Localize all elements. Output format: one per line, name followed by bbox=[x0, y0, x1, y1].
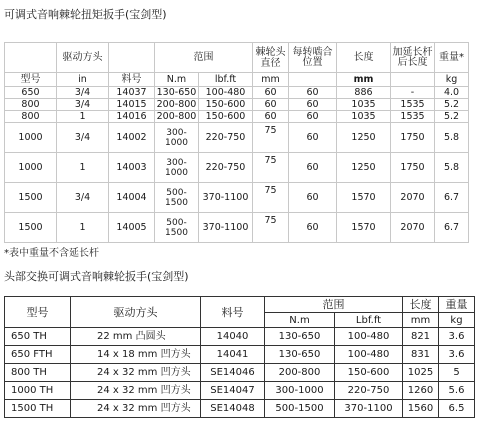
cell-ext: 1750 bbox=[391, 153, 435, 183]
cell-ratchet: 60 bbox=[253, 87, 289, 99]
col-part-header: 料号 bbox=[201, 297, 265, 328]
cell-lbf: 370-1100 bbox=[199, 213, 253, 243]
col-length-header: 长度 bbox=[337, 43, 391, 73]
cell-lbf: 150-600 bbox=[335, 364, 403, 382]
col-ext-header: 加延长杆后长度 bbox=[391, 43, 435, 73]
part-label: 料号 bbox=[109, 73, 155, 87]
drive-unit: in bbox=[57, 73, 109, 87]
cell-lbf: 150-600 bbox=[199, 111, 253, 123]
cell-drive: 1 bbox=[57, 213, 109, 243]
cell-model: 650 bbox=[5, 87, 57, 99]
cell-nm: 130-650 bbox=[265, 328, 335, 346]
cell-nm: 130-650 bbox=[155, 87, 199, 99]
cell-length: 1570 bbox=[337, 183, 391, 213]
cell-model: 1000 bbox=[5, 123, 57, 153]
cell-part: 14003 bbox=[109, 153, 155, 183]
cell-drive: 1 bbox=[57, 153, 109, 183]
range-nm-unit: N.m bbox=[155, 73, 199, 87]
length-unit: mm bbox=[403, 313, 439, 328]
cell-drive: 3/4 bbox=[57, 99, 109, 111]
cell-ratchet: 75 bbox=[253, 213, 289, 243]
cell-length: 1035 bbox=[337, 99, 391, 111]
cell-model: 800 TH bbox=[5, 364, 71, 382]
cell-nm: 200-800 bbox=[265, 364, 335, 382]
cell-part: 14005 bbox=[109, 213, 155, 243]
cell-length: 1035 bbox=[337, 111, 391, 123]
cell-teeth: 60 bbox=[289, 87, 337, 99]
cell-nm: 500-1500 bbox=[155, 183, 199, 213]
cell-length: 1560 bbox=[403, 400, 439, 418]
cell-weight: 5.8 bbox=[435, 123, 469, 153]
weight-unit: kg bbox=[439, 313, 475, 328]
cell-drive: 3/4 bbox=[57, 123, 109, 153]
cell-nm: 300-1000 bbox=[155, 153, 199, 183]
cell-drive: 24 x 32 mm 凹方头 bbox=[71, 382, 201, 400]
cell-model: 650 FTH bbox=[5, 346, 71, 364]
col-weight-header: 重量* bbox=[435, 43, 469, 73]
footnote: *表中重量不含延长杆 bbox=[4, 248, 99, 259]
cell-ext: 1535 bbox=[391, 111, 435, 123]
length-unit: mm bbox=[337, 73, 391, 87]
cell-ext: 2070 bbox=[391, 183, 435, 213]
cell-weight: 3.6 bbox=[439, 328, 475, 346]
col-range-header: 范围 bbox=[155, 43, 253, 73]
cell-model: 800 bbox=[5, 99, 57, 111]
ext-unit bbox=[391, 73, 435, 87]
cell-nm: 500-1500 bbox=[155, 213, 199, 243]
cell-lbf: 370-1100 bbox=[335, 400, 403, 418]
cell-nm: 200-800 bbox=[155, 111, 199, 123]
table-row bbox=[5, 153, 469, 183]
col-ratchet-header: 棘轮头直径 bbox=[253, 43, 289, 73]
cell-lbf: 220-750 bbox=[335, 382, 403, 400]
table-row bbox=[5, 213, 469, 243]
cell-drive: 24 x 32 mm 凹方头 bbox=[71, 364, 201, 382]
page-title: 可调式音响棘轮扭矩扳手(宝剑型) bbox=[4, 8, 167, 21]
cell-drive: 3/4 bbox=[57, 183, 109, 213]
cell-length: 886 bbox=[337, 87, 391, 99]
table-row bbox=[5, 328, 475, 346]
cell-nm: 500-1500 bbox=[265, 400, 335, 418]
table-row bbox=[5, 111, 469, 123]
cell-teeth: 60 bbox=[289, 213, 337, 243]
spec-table-head-exchange bbox=[4, 296, 475, 418]
weight-unit: kg bbox=[435, 73, 469, 87]
teeth-unit bbox=[289, 73, 337, 87]
cell-lbf: 100-480 bbox=[199, 87, 253, 99]
cell-part: SE14048 bbox=[201, 400, 265, 418]
cell-ext: - bbox=[391, 87, 435, 99]
cell-teeth: 60 bbox=[289, 123, 337, 153]
cell-part: 14040 bbox=[201, 328, 265, 346]
cell-ext: 2070 bbox=[391, 213, 435, 243]
ratchet-unit: mm bbox=[253, 73, 289, 87]
cell-length: 1250 bbox=[337, 153, 391, 183]
cell-length: 1260 bbox=[403, 382, 439, 400]
cell-weight: 5 bbox=[439, 364, 475, 382]
cell-weight: 5.2 bbox=[435, 99, 469, 111]
cell-ratchet: 60 bbox=[253, 111, 289, 123]
col-model-header bbox=[5, 43, 57, 73]
cell-teeth: 60 bbox=[289, 153, 337, 183]
col-part-spacer bbox=[109, 43, 155, 73]
cell-model: 1000 bbox=[5, 153, 57, 183]
cell-weight: 6.7 bbox=[435, 183, 469, 213]
cell-lbf: 220-750 bbox=[199, 123, 253, 153]
table-row bbox=[5, 183, 469, 213]
cell-model: 1500 bbox=[5, 213, 57, 243]
cell-lbf: 100-480 bbox=[335, 346, 403, 364]
cell-drive: 24 x 32 mm 凹方头 bbox=[71, 400, 201, 418]
cell-ratchet: 75 bbox=[253, 183, 289, 213]
cell-length: 1025 bbox=[403, 364, 439, 382]
cell-nm: 200-800 bbox=[155, 99, 199, 111]
table-row bbox=[5, 123, 469, 153]
cell-ext: 1535 bbox=[391, 99, 435, 111]
cell-drive: 1 bbox=[57, 111, 109, 123]
cell-lbf: 150-600 bbox=[199, 99, 253, 111]
cell-nm: 300-1000 bbox=[265, 382, 335, 400]
table-row bbox=[5, 99, 469, 111]
col-drive-header: 驱动方头 bbox=[71, 297, 201, 328]
cell-part: 14004 bbox=[109, 183, 155, 213]
cell-weight: 5.2 bbox=[435, 111, 469, 123]
cell-length: 831 bbox=[403, 346, 439, 364]
col-teeth-header: 每转啮合位置 bbox=[289, 43, 337, 73]
cell-part: 14002 bbox=[109, 123, 155, 153]
table-row bbox=[5, 87, 469, 99]
range-nm-unit: N.m bbox=[265, 313, 335, 328]
cell-part: 14015 bbox=[109, 99, 155, 111]
cell-ext: 1750 bbox=[391, 123, 435, 153]
cell-drive: 3/4 bbox=[57, 87, 109, 99]
cell-length: 1570 bbox=[337, 213, 391, 243]
cell-ratchet: 75 bbox=[253, 153, 289, 183]
cell-weight: 4.0 bbox=[435, 87, 469, 99]
range-lbf-unit: lbf.ft bbox=[199, 73, 253, 87]
cell-model: 650 TH bbox=[5, 328, 71, 346]
col-length-header: 长度 bbox=[403, 297, 439, 313]
cell-weight: 3.6 bbox=[439, 346, 475, 364]
cell-lbf: 100-480 bbox=[335, 328, 403, 346]
cell-weight: 5.8 bbox=[435, 153, 469, 183]
cell-teeth: 60 bbox=[289, 111, 337, 123]
cell-drive: 14 x 18 mm 凹方头 bbox=[71, 346, 201, 364]
table-row bbox=[5, 382, 475, 400]
cell-model: 1500 TH bbox=[5, 400, 71, 418]
cell-ratchet: 60 bbox=[253, 99, 289, 111]
col-drive-header: 驱动方头 bbox=[57, 43, 109, 73]
cell-model: 800 bbox=[5, 111, 57, 123]
cell-part: SE14046 bbox=[201, 364, 265, 382]
range-lbf-unit: Lbf.ft bbox=[335, 313, 403, 328]
col-weight-header: 重量 bbox=[439, 297, 475, 313]
cell-teeth: 60 bbox=[289, 183, 337, 213]
cell-lbf: 370-1100 bbox=[199, 183, 253, 213]
cell-nm: 130-650 bbox=[265, 346, 335, 364]
cell-part: 14037 bbox=[109, 87, 155, 99]
cell-ratchet: 75 bbox=[253, 123, 289, 153]
cell-length: 1250 bbox=[337, 123, 391, 153]
cell-part: 14016 bbox=[109, 111, 155, 123]
table-row bbox=[5, 364, 475, 382]
cell-model: 1500 bbox=[5, 183, 57, 213]
cell-drive: 22 mm 凸圆头 bbox=[71, 328, 201, 346]
table-row bbox=[5, 400, 475, 418]
table-row bbox=[5, 346, 475, 364]
cell-weight: 6.5 bbox=[439, 400, 475, 418]
cell-part: 14041 bbox=[201, 346, 265, 364]
spec-table-sword bbox=[4, 42, 469, 243]
cell-lbf: 220-750 bbox=[199, 153, 253, 183]
cell-teeth: 60 bbox=[289, 99, 337, 111]
cell-part: SE14047 bbox=[201, 382, 265, 400]
model-label: 型号 bbox=[5, 73, 57, 87]
cell-model: 1000 TH bbox=[5, 382, 71, 400]
cell-weight: 5.6 bbox=[439, 382, 475, 400]
cell-nm: 300-1000 bbox=[155, 123, 199, 153]
cell-length: 821 bbox=[403, 328, 439, 346]
cell-weight: 6.7 bbox=[435, 213, 469, 243]
section-title: 头部交换可调式音响棘轮扳手(宝剑型) bbox=[4, 270, 189, 283]
col-model-header: 型号 bbox=[5, 297, 71, 328]
col-range-header: 范围 bbox=[265, 297, 403, 313]
